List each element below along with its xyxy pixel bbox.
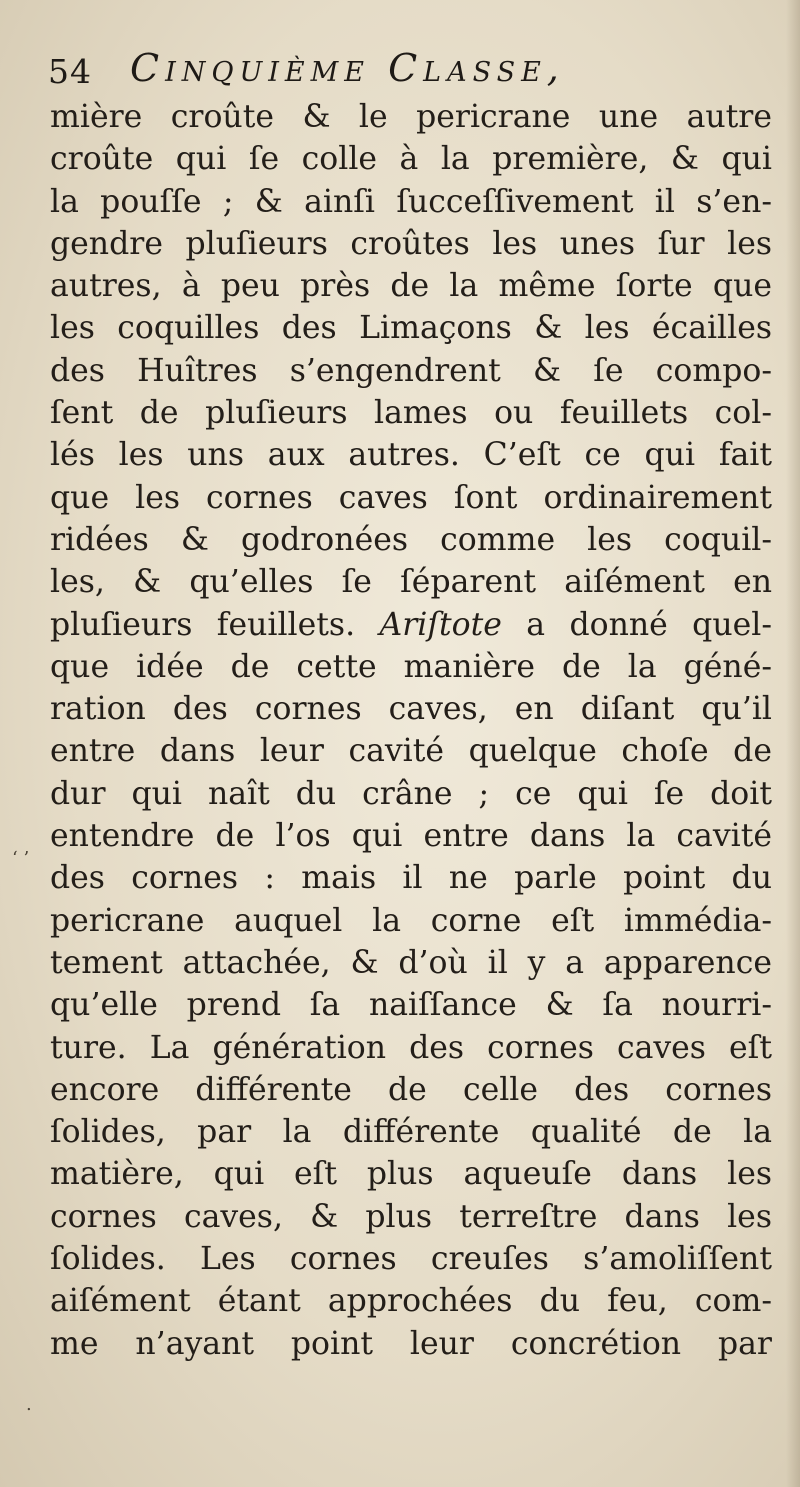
text-line: ration des cornes caves, en diſant qu’il xyxy=(50,691,772,728)
text-line: pericrane auquel la corne eſt immédia- xyxy=(50,902,772,939)
text-line: entre dans leur cavité quelque choſe de xyxy=(50,733,772,770)
text-line: ſolides, par la différente qualité de la xyxy=(50,1114,772,1151)
text-line: les coquilles des Limaçons & les écailles xyxy=(50,310,772,347)
running-head: Cinquième Classe, xyxy=(130,46,565,90)
text-line: que les cornes caves ſont ordinairement xyxy=(50,479,772,516)
text-line: entendre de l’os qui entre dans la cavité xyxy=(50,818,772,855)
text-line: qu’elle prend ſa naiſſance & ſa nourri- xyxy=(50,987,772,1024)
margin-mark: ‘ ’ xyxy=(12,848,30,869)
text-line: cornes caves, & plus terreſtre dans les xyxy=(50,1198,772,1235)
text-line: croûte qui ſe colle à la première, & qui xyxy=(50,141,772,178)
text-line: des cornes : mais il ne parle point du xyxy=(50,860,772,897)
text-line: me n’ayant point leur concrétion par xyxy=(50,1325,772,1362)
text-line: aiſément étant approchées du feu, com- xyxy=(50,1283,772,1320)
body-text xyxy=(50,96,772,1365)
text-line: des Huîtres s’engendrent & ſe compo- xyxy=(50,352,772,389)
page-number: 54 xyxy=(48,52,92,91)
text-line: les, & qu’elles ſe ſéparent aiſément en xyxy=(50,564,772,601)
text-line: ſolides. Les cornes creuſes s’amoliſſent xyxy=(50,1241,772,1278)
text-line: ſent de pluſieurs lames ou feuillets col- xyxy=(50,395,772,432)
text-line: pluſieurs feuillets. Ariſtote a donné quel- xyxy=(50,606,772,643)
text-line: que idée de cette manière de la géné- xyxy=(50,648,772,685)
text-line: la pouſſe ; & ainſi ſucceſſivement il s’en- xyxy=(50,183,772,220)
page-edge-shadow xyxy=(786,0,800,1487)
text-line: lés les uns aux autres. C’eſt ce qui fait xyxy=(50,437,772,474)
text-line: tement attachée, & d’où il y a apparence xyxy=(50,944,772,981)
author-name: Ariſtote xyxy=(379,606,502,643)
text-line: gendre pluſieurs croûtes les unes ſur les xyxy=(50,225,772,262)
text-line: ridées & godronées comme les coquil- xyxy=(50,521,772,558)
text-line: ture. La génération des cornes caves eſt xyxy=(50,1029,772,1066)
margin-dot: . xyxy=(26,1394,32,1415)
text-line: encore différente de celle des cornes xyxy=(50,1071,772,1108)
text-line: mière croûte & le pericrane une autre xyxy=(50,99,772,135)
text-line: matière, qui eſt plus aqueuſe dans les xyxy=(50,1156,772,1193)
page-header xyxy=(48,42,768,100)
text-line: autres, à peu près de la même ſorte que xyxy=(50,268,772,305)
text-line: dur qui naît du crâne ; ce qui ſe doit xyxy=(50,775,772,812)
